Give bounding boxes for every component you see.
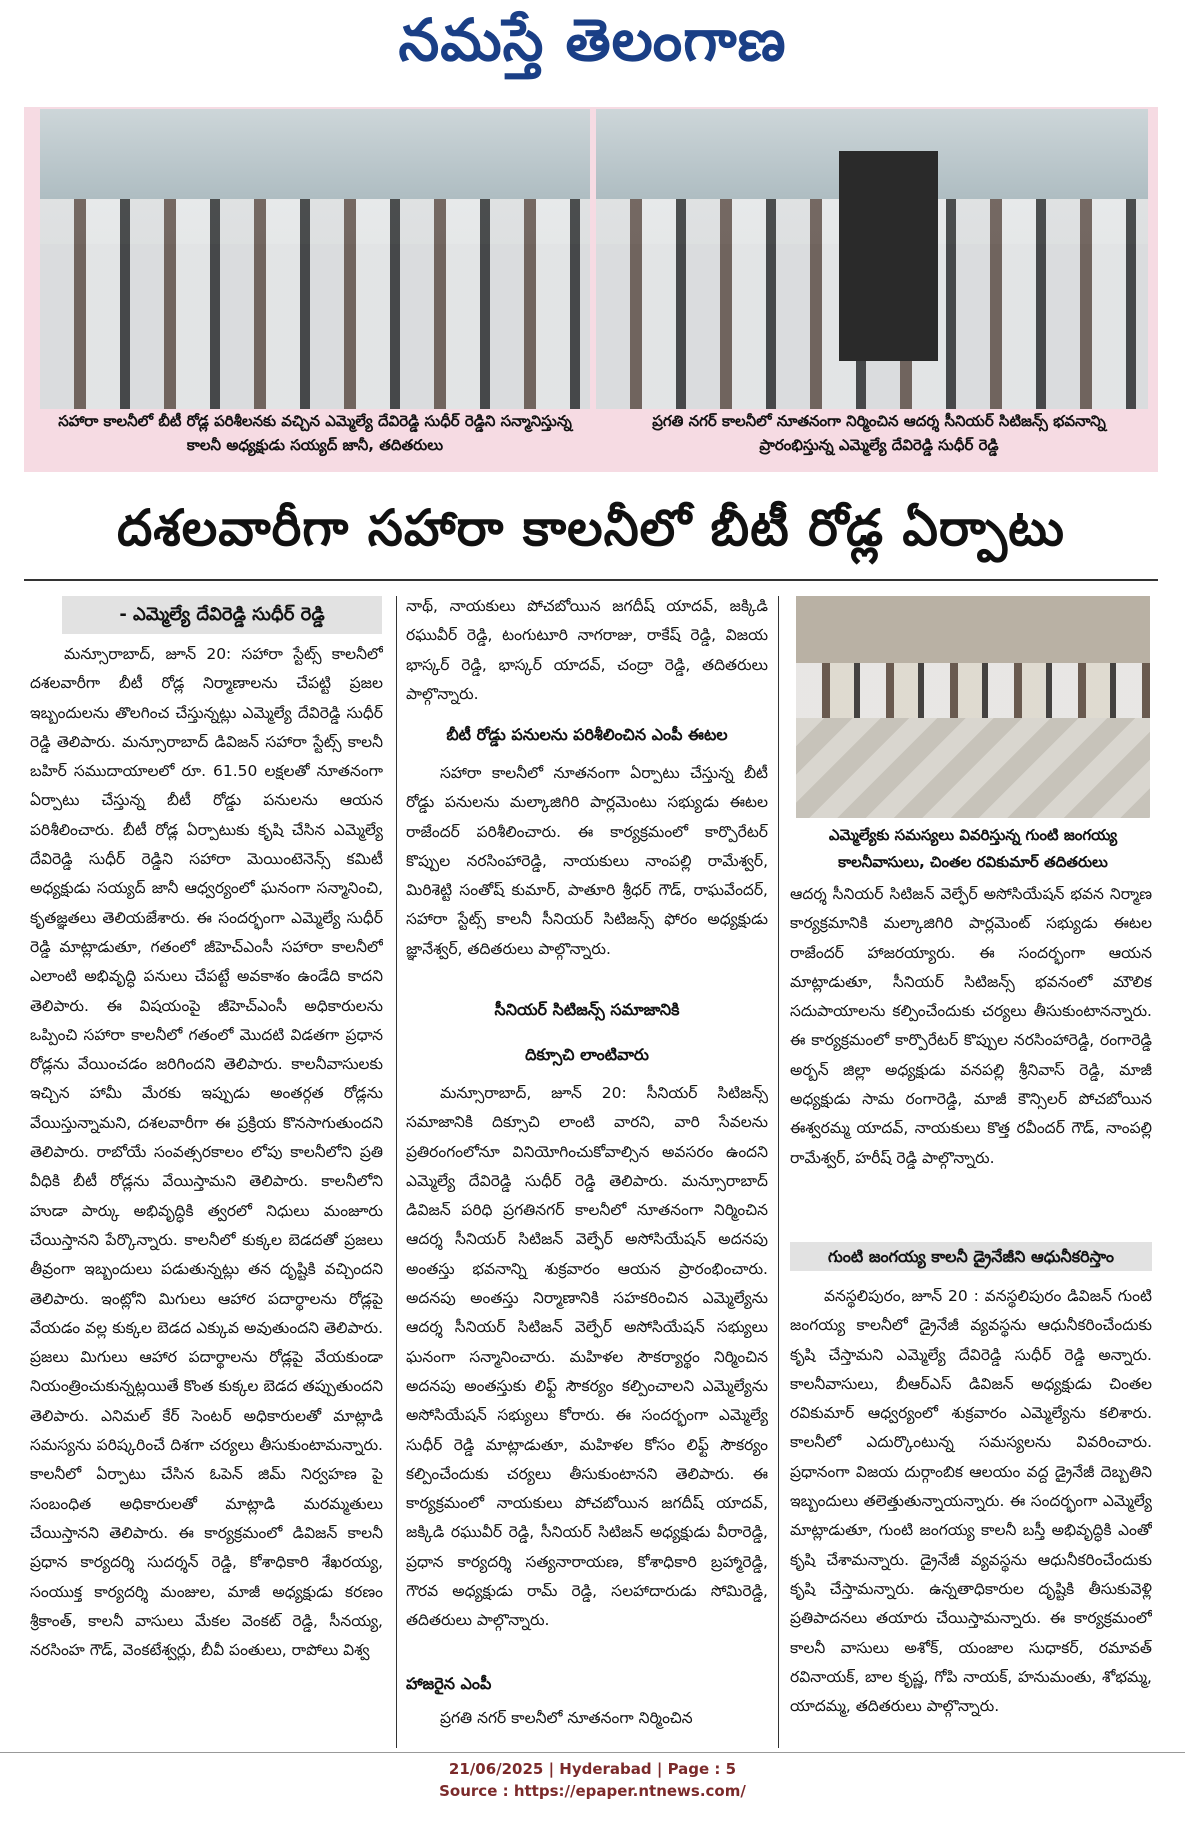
photo-band [24,107,1158,472]
subheading: హాజరైన ఎంపీ [406,1674,492,1693]
article-paragraph: సహారా కాలనీలో నూతనంగా ఏర్పాటు చేస్తున్న బీటీ రోడ్డు పనులను మల్కాజిగిరి పార్లమెంటు సభ్యుడు ఈటల రాజేందర్ పరిశీలించారు. ఈ కార్యక్రమంలో కార్పొరేటర్ కొప్పుల నరసింహారెడ్డి, నాయకులు నాంపల్లి రామేశ్వర్, మిరిశెట్టి సంతోష్ కుమార్, పాతూరి శ్రీధర్ గౌడ్, రాఘవేందర్, సహారా స్టేట్స్ కాలనీ సీనియర్ సిటిజన్స్ ఫోరం అధ్యక్షుడు జ్ఞానేశ్వర్, తదితరులు పాల్గొన్నారు. [406,764,768,958]
column-divider [396,596,397,1748]
footer-divider [0,1752,1185,1753]
article-paragraph: నాథ్, నాయకులు పోచబోయిన జగదీష్ యాదవ్, జక్కిడి రఘువీర్ రెడ్డి, టంగుటూరి నాగరాజు, రాకేష్ రెడ్డి, విజయ భాస్కర్ రెడ్డి, భాస్కర్ యాదవ్, చంద్రా రెడ్డి, తదితరులు పాల్గొన్నారు. [406,597,768,703]
newspaper-logo: నమస్తే తెలంగాణ [398,6,787,74]
article-column-3-top [790,880,1152,1235]
article-column-2-lower [406,1079,768,1665]
article-column-2-top [406,592,768,710]
subheading: దిక్సూచి లాంటివారు [525,1045,649,1064]
subheading: బీటీ రోడ్డు పనులను పరిశీలించిన ఎంపీ ఈటల [446,725,728,744]
photo-right-caption: ప్రగతి నగర్ కాలనీలో నూతనంగా నిర్మించిన ఆదర్శ సీనియర్ సిటిజన్స్ భవనాన్ని ప్రారంభిస్తున్న ఎమ్మెల్యే దేవిరెడ్డి సుధీర్ రెడ్డి [652,412,1106,454]
photo-left-caption: సహారా కాలనీలో బీటీ రోడ్ల పరిశీలనకు వచ్చిన ఎమ్మెల్యే దేవిరెడ్డి సుధీర్ రెడ్డిని సన్మానిస్తున్న కాలనీ అధ్యక్షుడు సయ్యద్ జానీ, తదితరులు [58,412,572,454]
article-paragraph: వనస్థలిపురం, జూన్ 20 : వనస్థలిపురం డివిజన్ గుంటి జంగయ్య కాలనీలో డ్రైనేజీ వ్యవస్థను ఆధునీకరించేందుకు కృషి చేస్తామని ఎమ్మెల్యే దేవిరెడ్డి సుధీర్ రెడ్డి అన్నారు. కాలనీవాసులు, బీఆర్ఎస్ డివిజన్ అధ్యక్షుడు చింతల రవికుమార్ ఆధ్వర్యంలో శుక్రవారం ఎమ్మెల్యేను కలిశారు. కాలనీలో ఎదుర్కొంటున్న సమస్యలను వివరించారు. ప్రధానంగా విజయ దుర్గాంబిక ఆలయం వద్ద డ్రైనేజీ దెబ్బతిని ఇబ్బందులు తలెత్తుతున్నాయన్నారు. ఈ సందర్భంగా ఎమ్మెల్యే మాట్లాడుతూ, గుంటి జంగయ్య కాలనీ బస్తీ అభివృద్ధికి ఎంతో కృషి చేశామన్నారు. డ్రైనేజీ వ్యవస్థను ఆధునీకరించేందుకు కృషి చేస్తామన్నారు. ఉన్నతాధికారుల దృష్టికి తీసుకువెళ్లి ప్రతిపాదనలు తయారు చేయిస్తామన్నారు. ఈ కార్యక్రమంలో కాలనీ వాసులు అశోక్, యంజాల సుధాకర్, రమావత్ రవినాయక్, బాల కృష్ణ, గోపి నాయక్, హనుమంతు, శోభమ్మ, యాదమ్మ, తదితరులు పాల్గొన్నారు. [790,1287,1152,1716]
article-paragraph: మన్సూరాబాద్, జూన్ 20: సీనియర్ సిటిజన్స్ సమాజానికి దిక్సూచి లాంటి వారని, వారి సేవలను ప్రతిరంగంలోనూ వినియోగించుకోవాల్సిన అవసరం ఉందని ఎమ్మెల్యే దేవిరెడ్డి సుధీర్ రెడ్డి తెలిపారు. మన్సూరాబాద్ డివిజన్ పరిధి ప్రగతినగర్ కాలనీలో నూతనంగా నిర్మించిన ఆదర్శ సీనియర్ సిటిజన్ వెల్ఫేర్ అసోసియేషన్ అదనపు అంతస్తు భవనాన్ని శుక్రవారం ఆయన ప్రారంభించారు. అదనపు అంతస్తు నిర్మాణానికి సహకరించిన ఎమ్మెల్యేను ఆదర్శ సీనియర్ సిటిజన్ వెల్ఫేర్ అసోసియేషన్ సభ్యులు ఘనంగా సన్మానించారు. మహిళల సౌకర్యార్థం నిర్మించిన అదనపు అంతస్తుకు లిఫ్ట్ సౌకర్యం కల్పించాలని ఎమ్మెల్యేను అసోసియేషన్ సభ్యులు కోరారు. ఈ సందర్భంగా ఎమ్మెల్యే సుధీర్ రెడ్డి మాట్లాడుతూ, మహిళల కోసం లిఫ్ట్ సౌకర్యం కల్పించేందుకు చర్యలు తీసుకుంటానని తెలిపారు. ఈ కార్యక్రమంలో నాయకులు పోచబోయిన జగదీష్ యాదవ్, జక్కిడి రఘువీర్ రెడ్డి, సీనియర్ సిటిజన్ అధ్యక్షుడు వీరారెడ్డి, ప్రధాన కార్యదర్శి సత్యనారాయణ, కోశాధికారి బ్రహ్మారెడ్డి, గౌరవ అధ్యక్షుడు రామ్ రెడ్డి, సలహాదారుడు సోమిరెడ్డి, తదితరులు పాల్గొన్నారు. [406,1084,768,1630]
article-paragraph: ప్రగతి నగర్ కాలనీలో నూతనంగా నిర్మించిన [440,1709,693,1727]
photo-left [40,109,590,409]
footer-date-line: 21/06/2025 | Hyderabad | Page : 5 [448,1760,737,1778]
column-divider [778,596,779,1748]
photo-side-caption: ఎమ్మెల్యేకు సమస్యలు వివరిస్తున్న గుంటి జంగయ్య కాలనీవాసులు, చింతల రవికుమార్ తదితరులు [828,826,1118,871]
article-column-2-mid [406,759,768,993]
article-column-3-lower [790,1282,1152,1748]
footer [0,1758,1185,1802]
article-column-2-bottom [406,1704,768,1740]
photo-right [596,109,1148,409]
subheading: గుంటి జంగయ్య కాలనీ డ్రైనేజీని ఆధునీకరిస్తాం [790,1242,1152,1271]
footer-source-link[interactable]: Source : https://epaper.ntnews.com/ [439,1782,746,1800]
photo-side [796,596,1150,818]
article-paragraph: మన్సూరాబాద్, జూన్ 20: సహారా స్టేట్స్ కాలనీలో దశలవారీగా బీటీ రోడ్ల నిర్మాణాలను చేపట్టి ప్రజల ఇబ్బందులను తొలగించ చేస్తున్నట్లు ఎమ్మెల్యే దేవిరెడ్డి సుధీర్ రెడ్డి తెలిపారు. మన్సూరాబాద్ డివిజన్ సహారా స్టేట్స్ కాలనీ బహిర్ సముదాయాలలో రూ. 61.50 లక్షలతో నూతనంగా ఏర్పాటు చేస్తున్న బీటీ రోడ్డు పనులను ఆయన పరిశీలించారు. బీటీ రోడ్ల ఏర్పాటుకు కృషి చేసిన ఎమ్మెల్యే దేవిరెడ్డి సుధీర్ రెడ్డిని సహారా మెయింటెనెన్స్ కమిటీ అధ్యక్షుడు సయ్యద్ జానీ ఆధ్వర్యంలో ఘనంగా సన్మానించి, కృతజ్ఞతలు తెలియజేశారు. ఈ సందర్భంగా ఎమ్మెల్యే సుధీర్ రెడ్డి మాట్లాడుతూ, గతంలో జీహెచ్ఎంసీ సహారా కాలనీలో ఎలాంటి అభివృద్ధి పనులు చేపట్టే అవకాశం ఉండేది కాదని తెలిపారు. ఈ విషయంపై జీహెచ్ఎంసీ అధికారులను ఒప్పించి సహారా కాలనీలో గతంలో మొదటి విడతగా ప్రధాన రోడ్లను వేయించడం జరిగిందని తెలిపారు. కాలనీవాసులకు ఇచ్చిన హామీ మేరకు ఇప్పుడు అంతర్గత రోడ్లను వేయిస్తున్నామని, దశలవారీగా ఈ ప్రక్రియ కొనసాగుతుందని తెలిపారు. రాబోయే సంవత్సరకాలం లోపు కాలనీలోని ప్రతి వీధికి బీటీ రోడ్లను వేయిస్తామని తెలిపారు. కాలనీలోని హుడా పార్కు అభివృద్ధికి త్వరలో నిధులు మంజూరు చేయిస్తానని పేర్కొన్నారు. కాలనీలో కుక్కల బెడదతో ప్రజలు తీవ్రంగా ఇబ్బందులు పడుతున్నట్లు తన దృష్టికి వచ్చిందని తెలిపారు. ఇంట్లోని మిగులు ఆహార పదార్థాలను రోడ్లపై వేయడం వల్ల కుక్కల బెడద ఎక్కువ అవుతుందని తెలిపారు. ప్రజలు మిగులు ఆహార పదార్థాలను రోడ్లపై వేయకుండా నియంత్రించుకున్నట్లయితే కొంత కుక్కల బెడద తప్పుతుందని తెలిపారు. ఎనిమల్ కేర్ సెంటర్ అధికారులతో మాట్లాడి సమస్యను పరిష్కరించే దిశగా చర్యలు తీసుకుంటామన్నారు. కాలనీలో ఏర్పాటు చేసిన ఓపెన్ జిమ్ నిర్వహణ పై సంబంధిత అధికారులతో మాట్లాడి మరమ్మతులు చేయిస్తానని తెలిపారు. ఈ కార్యక్రమంలో డివిజన్ కాలనీ ప్రధాన కార్యదర్శి సుదర్శన్ రెడ్డి, కోశాధికారి శేఖరయ్య, సంయుక్త కార్యదర్శి మంజుల, మాజీ అధ్యక్షుడు కరణం శ్రీకాంత్, కాలనీ వాసులు మేకల వెంకట్ రెడ్డి, సీనయ్య, నరసింహ గౌడ్, వెంకటేశ్వర్లు, బీవీ పంతులు, రాపోలు విశ్వ [30,645,383,1660]
article-paragraph: ఆదర్శ సీనియర్ సిటిజన్ వెల్ఫేర్ అసోసియేషన్ భవన నిర్మాణ కార్యక్రమానికి మల్కాజిగిరి పార్లమెంట్ సభ్యుడు ఈటల రాజేందర్ హాజరయ్యారు. ఈ సందర్భంగా ఆయన మాట్లాడుతూ, సీనియర్ సిటిజన్స్ భవనంలో మౌలిక సదుపాయాలను కల్పించేందుకు చర్యలు తీసుకుంటానన్నారు. ఈ కార్యక్రమంలో కార్పొరేటర్ కొప్పుల నరసింహారెడ్డి, రంగారెడ్డి అర్బన్ జిల్లా అధ్యక్షుడు వనపల్లి శ్రీనివాస్ రెడ్డి, మాజీ అధ్యక్షుడు సామ రంగారెడ్డి, మాజీ కౌన్సిలర్ పోచబోయిన ఈశ్వరమ్మ యాదవ్, నాయకులు కొత్త రవీందర్ గౌడ్, నాంపల్లి రామేశ్వర్, హరీష్ రెడ్డి పాల్గొన్నారు. [790,885,1152,1167]
headline: దశలవారీగా సహారా కాలనీలో బీటీ రోడ్ల ఏర్పాటు [117,499,1065,557]
subheading: సీనియర్ సిటిజన్స్ సమాజానికి [494,1000,680,1019]
byline: - ఎమ్మెల్యే దేవిరెడ్డి సుధీర్ రెడ్డి [62,596,382,634]
masthead [0,0,1185,95]
divider [24,579,1158,581]
article-column-1 [30,640,383,1748]
